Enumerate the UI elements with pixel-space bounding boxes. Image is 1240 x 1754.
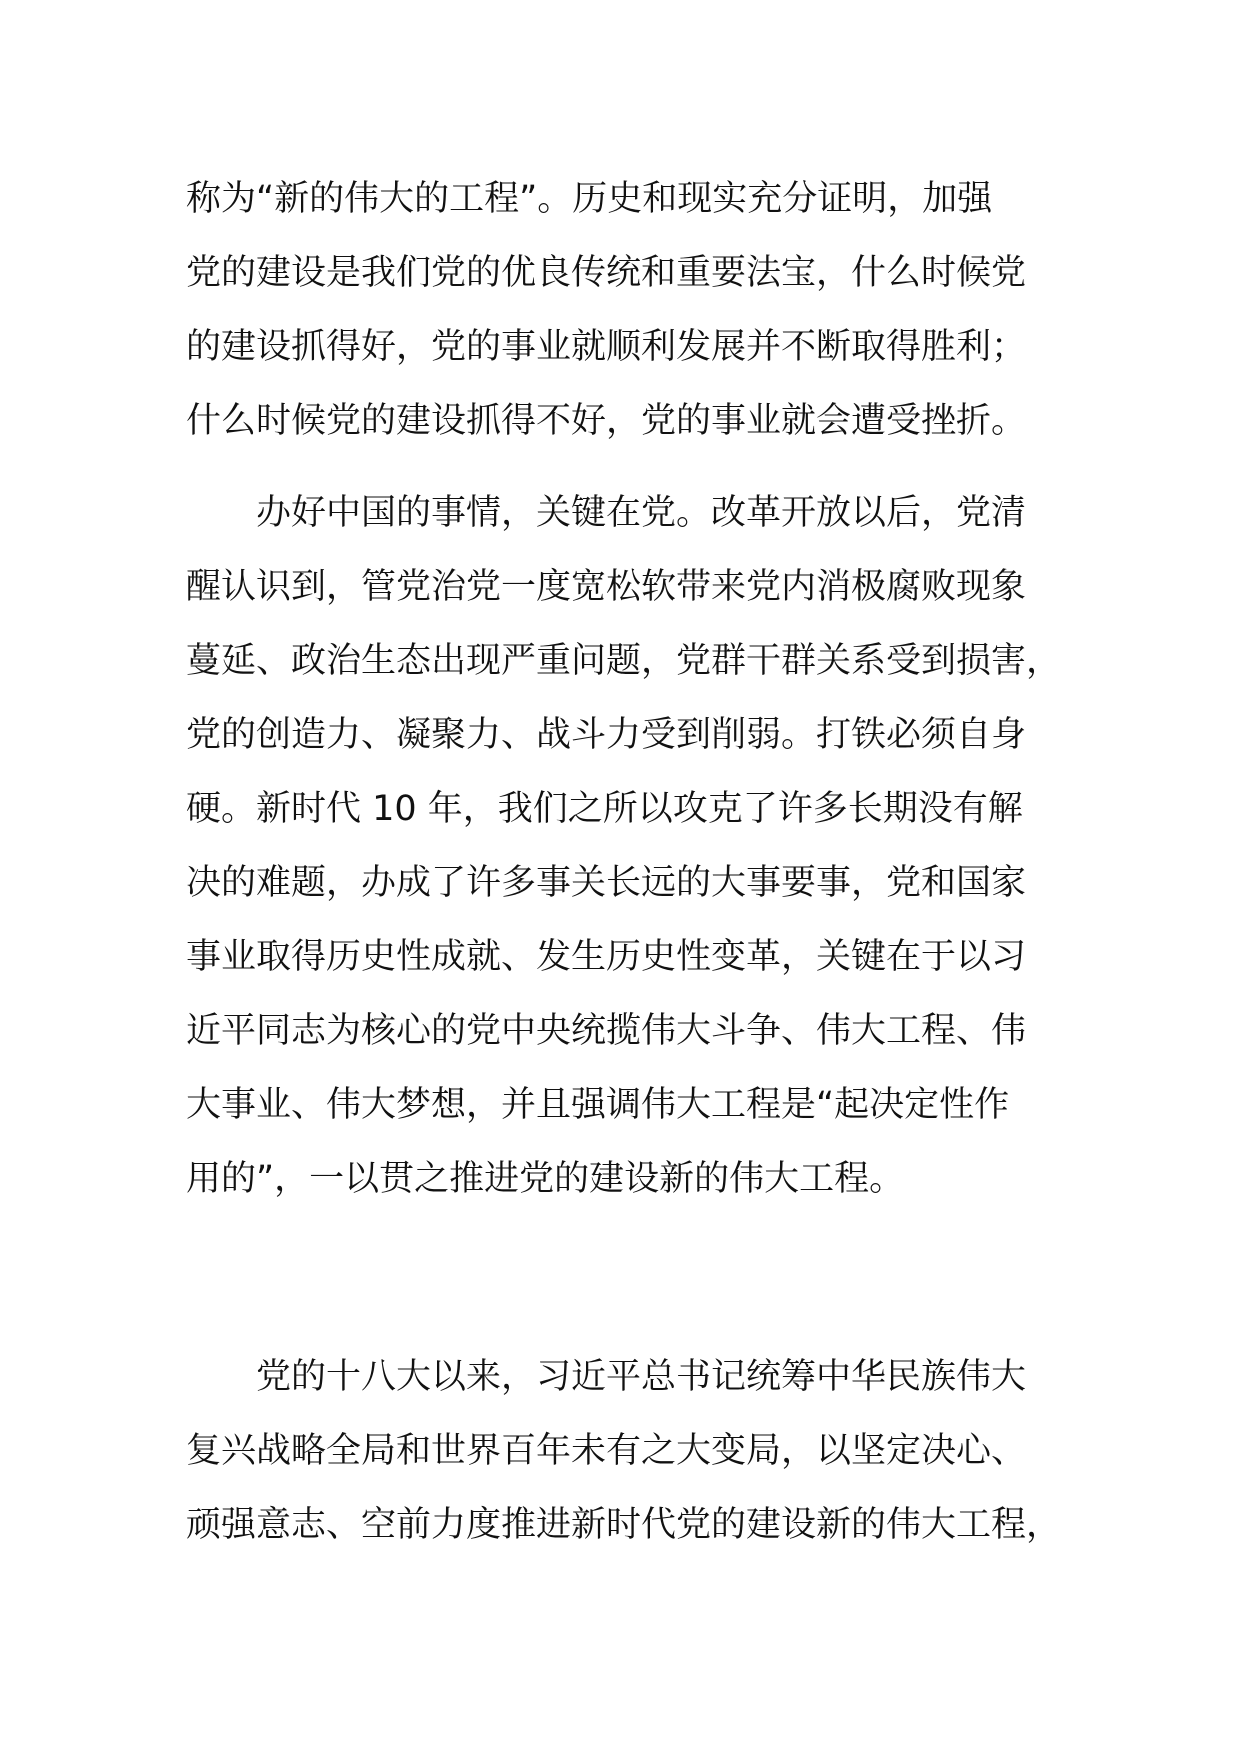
paragraph-line: 顽强意志、空前力度推进新时代党的建设新的伟大工程， [186,1505,1062,1545]
paragraph-line: 党的创造力、凝聚力、战斗力受到削弱。打铁必须自身 [186,715,1027,755]
paragraph-line: 党的十八大以来，习近平总书记统筹中华民族伟大 [256,1357,1027,1397]
paragraph-line: 用的”，一以贯之推进党的建设新的伟大工程。 [186,1159,905,1199]
paragraph-1 [186,162,1086,458]
paragraph-3 [186,1340,1086,1562]
paragraph-line: 醒认识到，管党治党一度宽松软带来党内消极腐败现象 [186,567,1027,607]
paragraph-2 [186,476,1086,1216]
paragraph-line: 决的难题，办成了许多事关长远的大事要事，党和国家 [186,863,1027,903]
paragraph-line: 硬。新时代 10 年，我们之所以攻克了许多长期没有解 [186,789,1023,829]
paragraph-line: 什么时候党的建设抓得不好，党的事业就会遭受挫折。 [186,401,1027,441]
paragraph-line: 党的建设是我们党的优良传统和重要法宝，什么时候党 [186,253,1027,293]
paragraph-line: 蔓延、政治生态出现严重问题，党群干群关系受到损害， [186,641,1062,681]
paragraph-line: 办好中国的事情，关键在党。改革开放以后，党清 [256,493,1027,533]
paragraph-line: 称为“新的伟大的工程”。历史和现实充分证明，加强 [186,179,993,219]
paragraph-line: 近平同志为核心的党中央统揽伟大斗争、伟大工程、伟 [186,1011,1027,1051]
paragraph-line: 大事业、伟大梦想，并且强调伟大工程是“起决定性作 [186,1085,1010,1125]
paragraph-line: 的建设抓得好，党的事业就顺利发展并不断取得胜利； [186,327,1027,367]
paragraph-line: 事业取得历史性成就、发生历史性变革，关键在于以习 [186,937,1027,977]
paragraph-line: 复兴战略全局和世界百年未有之大变局，以坚定决心、 [186,1431,1027,1471]
